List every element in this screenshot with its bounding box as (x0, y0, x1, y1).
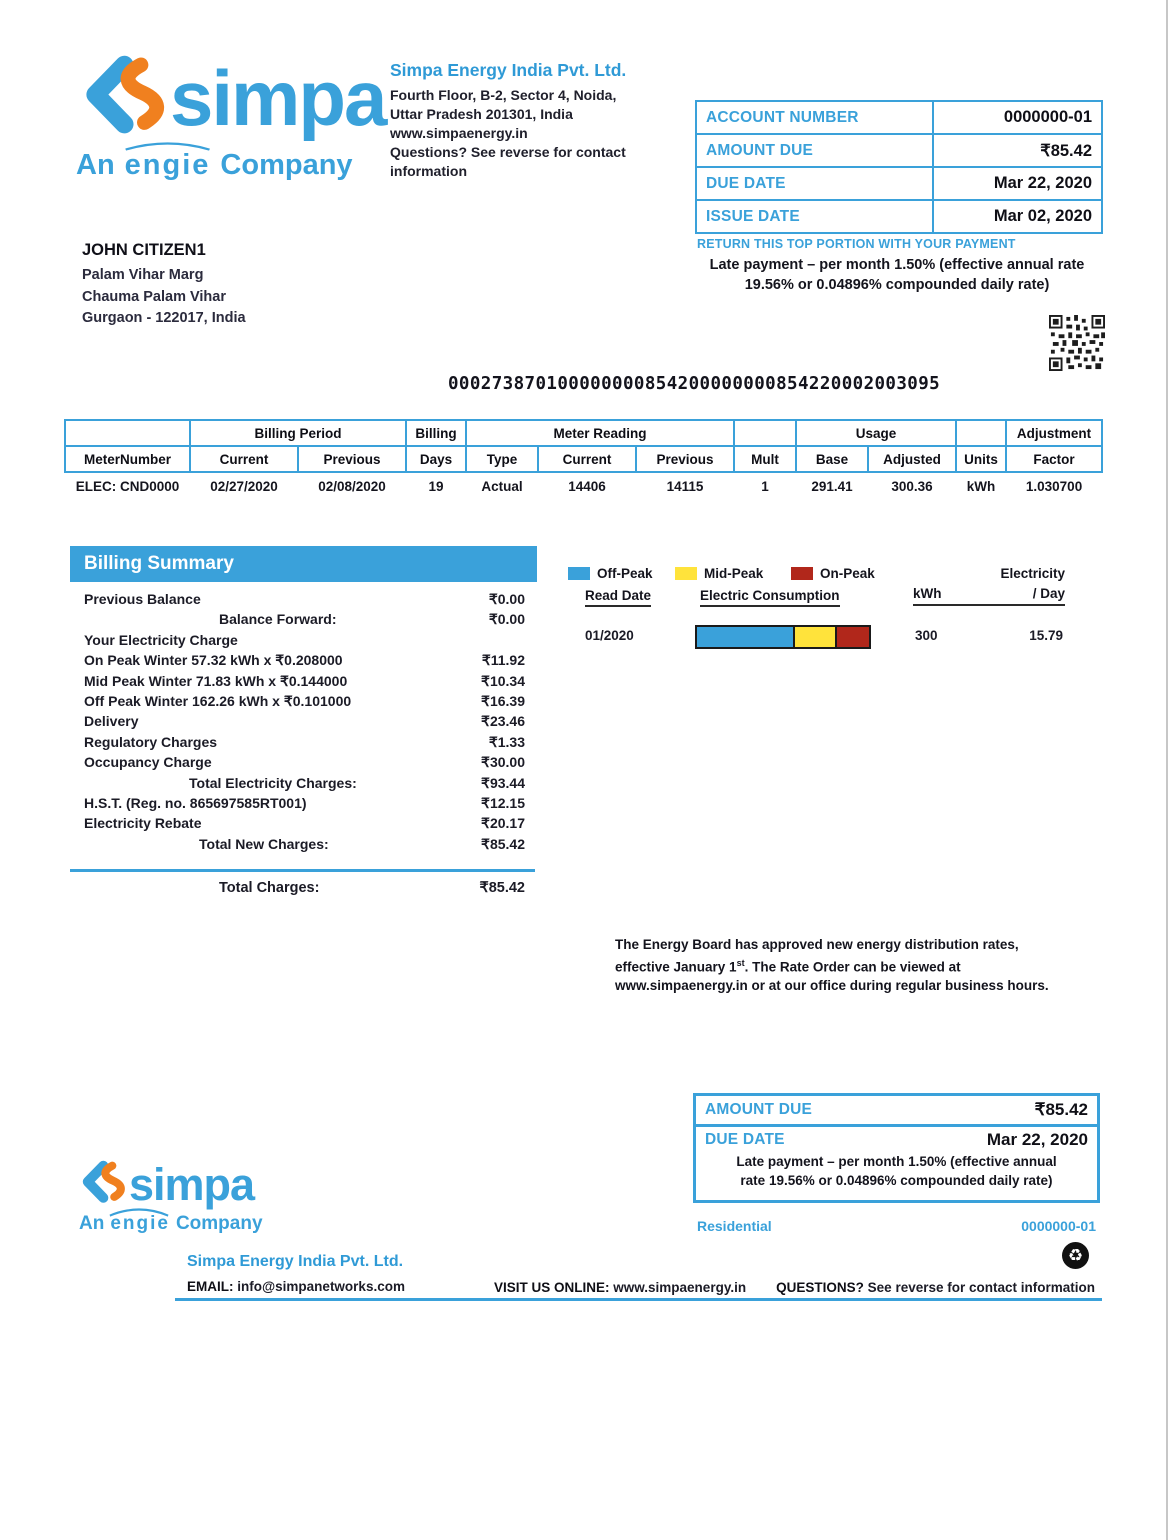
amount-due-row: AMOUNT DUE ₹85.42 (697, 135, 1101, 168)
off-peak-swatch-icon (568, 567, 590, 580)
engie-brand: engie (110, 1213, 170, 1235)
on-peak-swatch-icon (791, 567, 813, 580)
engie-tagline: An engie Company (79, 1213, 263, 1235)
engie-arc-icon (108, 1207, 170, 1217)
read-date-header: Read Date (585, 588, 651, 607)
summary-line: Balance Forward: ₹0.00 (219, 611, 525, 628)
logo-wordmark: simpa (129, 1158, 255, 1210)
payment-stub-box (693, 1093, 1100, 1203)
summary-line: Delivery ₹23.46 (84, 713, 525, 730)
late-payment-note-bottom: Late payment – per month 1.50% (effective annual rate 19.56% or 0.04896% compounded daily rate) (736, 1154, 1057, 1188)
amount-due-row-bottom: AMOUNT DUE ₹85.42 (696, 1096, 1097, 1127)
late-payment-note-top: Late payment – per month 1.50% (effective annual rate 19.56% or 0.04896% compounded daily rate) (709, 257, 1085, 293)
logo-wordmark: simpa (170, 53, 386, 142)
company-logo (72, 50, 385, 182)
simpa-logo-mark-icon (72, 50, 168, 145)
meter-table-group-header: Billing Period Billing Meter Reading Usage Adjustment (65, 420, 1102, 446)
company-questions-note: Questions? See reverse for contact information (390, 144, 626, 179)
bar-segment-off-peak (697, 627, 793, 647)
read-date-value: 01/2020 (585, 628, 634, 643)
electricity-header: Electricity (1000, 566, 1065, 581)
account-number-bottom: 0000000-01 (1021, 1218, 1096, 1234)
recycle-icon: ♻ (1062, 1242, 1089, 1269)
summary-line: Off Peak Winter 162.26 kWh x ₹0.101000 ₹16.39 (84, 693, 525, 710)
electric-consumption-section (563, 566, 1075, 661)
summary-line: Your Electricity Charge (84, 631, 238, 648)
legend-mid-peak: Mid-Peak (675, 566, 763, 581)
summary-line: On Peak Winter 57.32 kWh x ₹0.208000 ₹11.92 (84, 652, 525, 669)
account-summary-table (695, 100, 1103, 234)
footer-visit-online: VISIT US ONLINE: www.simpaenergy.in (494, 1280, 747, 1295)
company-website: www.simpaenergy.in (390, 125, 528, 141)
meter-table-data-row: ELEC: CND0000 02/27/2020 02/08/2020 19 Actual 14406 14115 1 291.41 300.36 kWh 1.030700 (75, 479, 1083, 494)
consumption-stacked-bar (695, 625, 871, 649)
kwh-value: 300 (915, 628, 938, 643)
company-logo-bottom (75, 1158, 263, 1235)
company-name: Simpa Energy India Pvt. Ltd. (390, 60, 627, 80)
rate-category: Residential (697, 1218, 772, 1234)
engie-arc-icon (123, 141, 212, 151)
summary-line: Total Electricity Charges: ₹93.44 (189, 774, 525, 791)
legend-off-peak: Off-Peak (568, 566, 653, 581)
meter-reading-table (64, 419, 1103, 495)
summary-line: Total New Charges: ₹85.42 (199, 835, 525, 852)
customer-address-line: Chauma Palam Vihar (82, 288, 226, 305)
bar-segment-on-peak (835, 627, 869, 647)
footer-email: EMAIL: info@simpanetworks.com (187, 1279, 405, 1294)
summary-line: Previous Balance ₹0.00 (84, 591, 525, 607)
summary-line: Regulatory Charges ₹1.33 (84, 733, 525, 750)
company-address-line: Fourth Floor, B-2, Sector 4, Noida, (390, 87, 617, 103)
rate-order-notice: The Energy Board has approved new energy distribution rates, effective January 1st. The Rate Order can be viewed at www.simpaenergy.in or at our office during regular business hours. (615, 937, 1049, 993)
summary-line: Electricity Rebate ₹20.17 (84, 815, 525, 832)
meter-table-column-header: MeterNumber Current Previous Days Type Current Previous Mult Base Adjusted Units Factor (65, 446, 1102, 472)
billing-summary-title: Billing Summary (70, 546, 537, 582)
summary-line: H.S.T. (Reg. no. 865697585RT001) ₹12.15 (84, 795, 525, 812)
issue-date-row: ISSUE DATE Mar 02, 2020 (697, 201, 1101, 232)
payment-meta-row (697, 1218, 1096, 1234)
total-charges-row: Total Charges: ₹85.42 (219, 880, 525, 897)
payment-scanline: 000273870100000000854200000000854220002003095 (448, 374, 941, 394)
electric-consumption-header: Electric Consumption (700, 588, 840, 607)
footer-divider-line (175, 1298, 1102, 1301)
summary-line: Occupancy Charge ₹30.00 (84, 754, 525, 771)
per-day-value: 15.79 (1029, 628, 1063, 643)
engie-tagline: An engie Company (76, 149, 385, 182)
company-address-block (390, 60, 700, 181)
account-number-row: ACCOUNT NUMBER 0000000-01 (697, 102, 1101, 135)
mid-peak-swatch-icon (675, 567, 697, 580)
customer-name: JOHN CITIZEN1 (82, 241, 206, 259)
summary-line: Mid Peak Winter 71.83 kWh x ₹0.144000 ₹10.34 (84, 672, 525, 689)
engie-brand: engie (125, 149, 211, 182)
bar-segment-mid-peak (793, 627, 834, 647)
page-edge-line (1166, 0, 1168, 1540)
kwh-per-day-header: kWh / Day (913, 586, 1065, 606)
due-date-row-bottom: DUE DATE Mar 22, 2020 (705, 1130, 1088, 1149)
return-portion-note: RETURN THIS TOP PORTION WITH YOUR PAYMENT (697, 237, 1016, 251)
footer-questions: QUESTIONS? See reverse for contact information (776, 1280, 1095, 1295)
billing-summary-section (70, 546, 537, 896)
customer-address-line: Palam Vihar Marg (82, 267, 204, 283)
due-date-row: DUE DATE Mar 22, 2020 (697, 168, 1101, 201)
footer-company-name: Simpa Energy India Pvt. Ltd. (187, 1253, 404, 1270)
company-address-line: Uttar Pradesh 201301, India (390, 106, 573, 122)
legend-on-peak: On-Peak (791, 566, 875, 581)
qr-code (1049, 315, 1105, 371)
simpa-logo-mark-icon (75, 1158, 127, 1211)
customer-address-block (82, 241, 246, 330)
customer-address-line: Gurgaon - 122017, India (82, 310, 246, 326)
